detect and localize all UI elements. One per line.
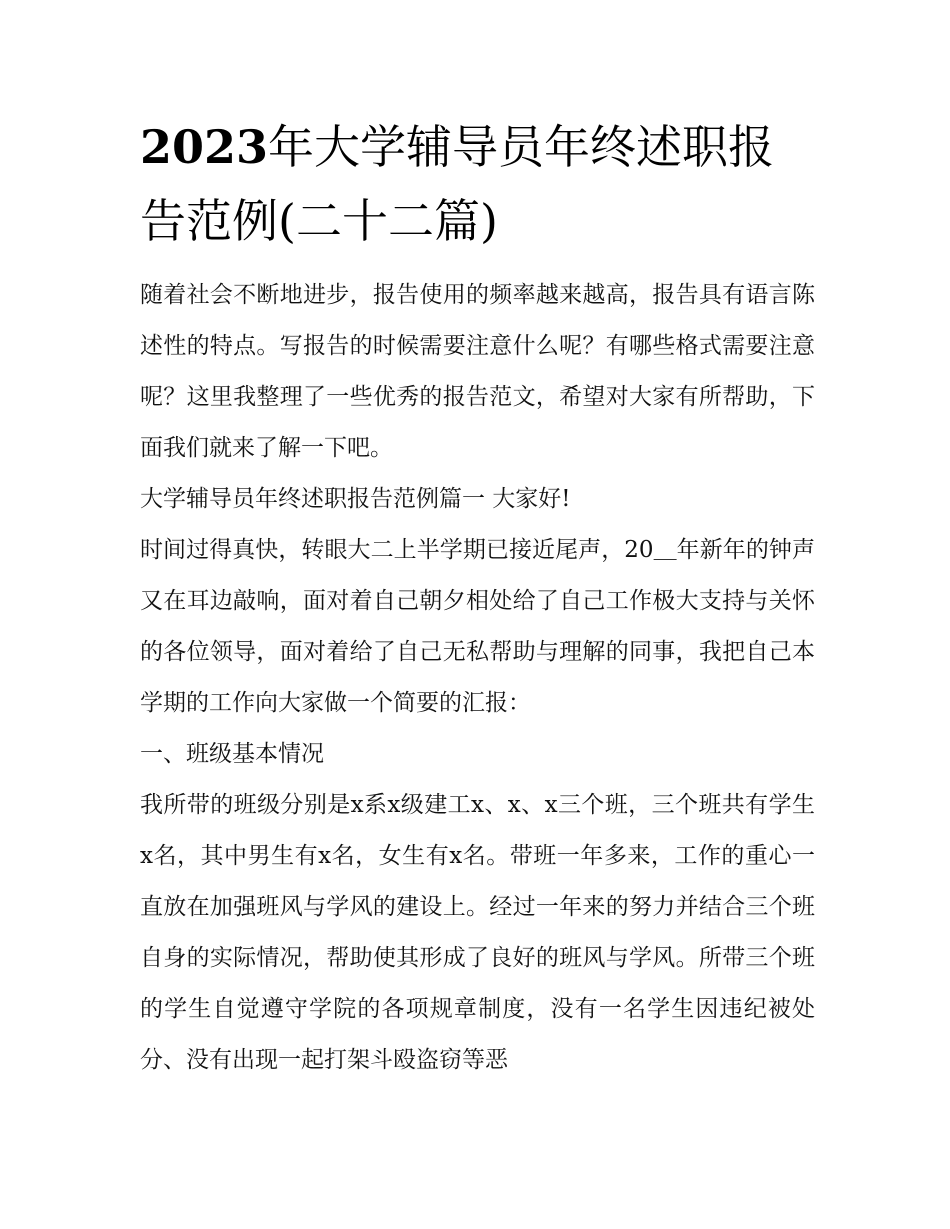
document-title — [140, 110, 815, 258]
paragraph-intro: 随着社会不断地进步，报告使用的频率越来越高，报告具有语言陈述性的特点。写报告的时候需要注意什么呢？有哪些格式需要注意呢？这里我整理了一些优秀的报告范文，希望对大家有所帮助，下面我们就来了解一下吧。 — [140, 282, 815, 461]
paragraph-opening: 时间过得真快，转眼大二上半学期已接近尾声，20＿年新年的钟声又在耳边敲响，面对着自己朝夕相处给了自己工作极大支持与关怀的各位领导，面对着给了自己无私帮助与理解的同事，我把自己本学期的工作向大家做一个简要的汇报： — [140, 537, 815, 716]
paragraph-subheading: 一、班级基本情况 — [140, 741, 324, 767]
paragraph-class-info: 我所带的班级分别是x系x级建工x、x、x三个班，三个班共有学生x名，其中男生有x名，女生有x名。带班一年多来，工作的重心一直放在加强班风与学风的建设上。经过一年来的努力并结合三个班自身的实际情况，帮助使其形成了良好的班风与学风。所带三个班的学生自觉遵守学院的各项规章制度，没有一名学生因违纪被处分、没有出现一起打架斗殴盗窃等恶 — [140, 792, 815, 1073]
title-year: 2023 — [140, 120, 269, 174]
paragraph-section-heading: 大学辅导员年终述职报告范例篇一 大家好! — [140, 486, 571, 512]
document-body — [140, 110, 815, 1086]
title-text: 年大学辅导员年终述职报告范例(二十二篇) — [140, 120, 775, 248]
